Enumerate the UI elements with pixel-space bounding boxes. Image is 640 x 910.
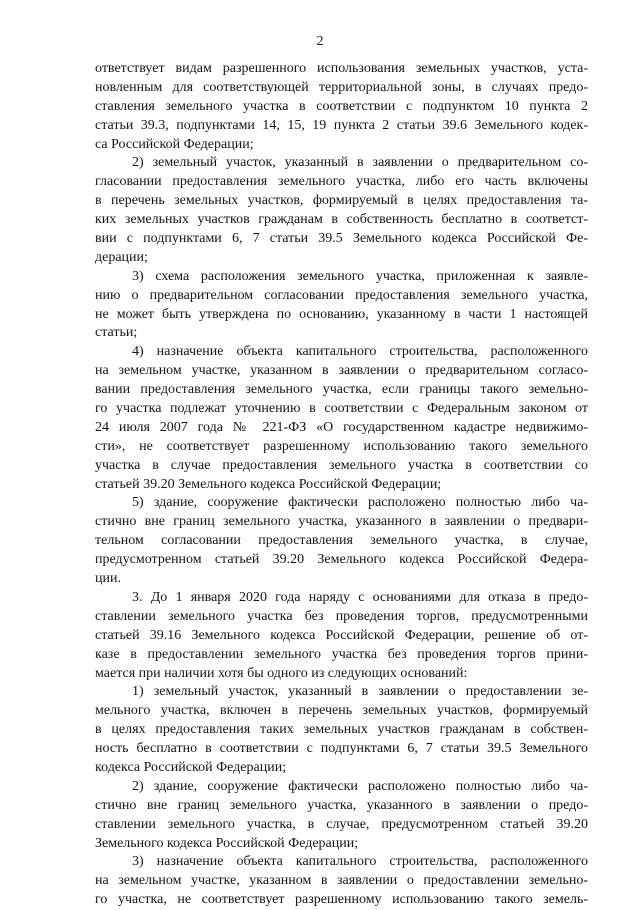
text-line: 5) здание, сооружение фактически расположено полностью либо ча- bbox=[132, 495, 588, 511]
text-line: мается при наличии хотя бы одного из следующих оснований: bbox=[95, 665, 468, 681]
text-line: стично вне границ земельного участка, указанного в заявлении о предвари- bbox=[95, 514, 588, 530]
text-line: 24 июля 2007 года № 221-ФЗ «О государственном кадастре недвижимо- bbox=[95, 419, 588, 435]
text-line: вании предоставления земельного участка, если границы такого земельно- bbox=[95, 382, 588, 398]
text-line: сти», не соответствует разрешенному использованию такого земельного bbox=[95, 438, 588, 454]
text-line: вии с подпунктами 6, 7 статьи 39.5 Земельного кодекса Российской Фе- bbox=[95, 231, 588, 247]
text-line: на земельном участке, указанном в заявлении о предварительном согласо- bbox=[95, 363, 588, 379]
text-line: Земельного кодекса Российской Федерации; bbox=[95, 835, 359, 851]
text-line: участка в случае предоставления земельного участка в соответствии со bbox=[95, 457, 588, 473]
text-line: статьей 39.20 Земельного кодекса Российской Федерации; bbox=[95, 476, 442, 492]
text-line: стично вне границ земельного участка, указанного в заявлении о предо- bbox=[95, 797, 588, 813]
text-line: в перечень земельных участков, формируемый в целях предоставления та- bbox=[95, 193, 588, 209]
text-line: кодекса Российской Федерации; bbox=[95, 759, 287, 775]
text-line: статьей 39.16 Земельного кодекса Российской Федерации, решение об от- bbox=[95, 627, 588, 643]
text-line: 3. До 1 января 2020 года наряду с основаниями для отказа в предо- bbox=[132, 589, 588, 605]
text-line: ставления земельного участка в соответствии с подпунктом 10 пункта 2 bbox=[95, 98, 588, 114]
text-line: ставлении земельного участка без проведения торгов, предусмотренными bbox=[95, 608, 588, 624]
text-line: предусмотренном статьей 39.20 Земельного кодекса Российской Федера- bbox=[95, 552, 588, 568]
text-line: статьи; bbox=[95, 325, 138, 341]
text-line: нию о предварительном согласовании предоставления земельного участка, bbox=[95, 287, 588, 303]
document-body bbox=[95, 60, 588, 910]
text-line: ставлении земельного участка, в случае, предусмотренном статьей 39.20 bbox=[95, 816, 588, 832]
text-line: го участка, не соответствует разрешенному использованию такого земель- bbox=[95, 892, 588, 908]
text-line: на земельном участке, указанном в заявлении о предоставлении земельно- bbox=[95, 873, 588, 889]
text-line: 2) здание, сооружение фактически расположено полностью либо ча- bbox=[132, 778, 588, 794]
text-line: ции. bbox=[95, 571, 121, 587]
page-number: 2 bbox=[316, 34, 324, 49]
text-line: в целях предоставления таких земельных участков гражданам в собствен- bbox=[95, 722, 588, 738]
text-line: казе в предоставлении земельного участка без проведения торгов прини- bbox=[95, 646, 588, 662]
text-line: 1) земельный участок, указанный в заявлении о предоставлении зе- bbox=[132, 684, 588, 700]
text-line: гласовании предоставления земельного участка, либо его часть включены bbox=[95, 174, 588, 190]
text-line: новленным для соответствующей территориальной зоны, в случаях предо- bbox=[95, 79, 588, 95]
text-line: тельном согласовании предоставления земельного участка, в случае, bbox=[95, 533, 588, 549]
text-line: ких земельных участков гражданам в собственность бесплатно в соответст- bbox=[95, 212, 588, 228]
text-line: ность бесплатно в соответствии с подпунктами 6, 7 статьи 39.5 Земельного bbox=[95, 741, 588, 757]
text-line: дерации; bbox=[95, 249, 148, 265]
text-line: 3) назначение объекта капитального строительства, расположенного bbox=[132, 854, 588, 870]
text-line: статьи 39.3, подпунктами 14, 15, 19 пункта 2 статьи 39.6 Земельного кодек- bbox=[95, 117, 588, 133]
text-line: мельного участка, включен в перечень земельных участков, формируемый bbox=[95, 703, 588, 719]
text-line: 2) земельный участок, указанный в заявлении о предварительном со- bbox=[132, 155, 588, 171]
text-line: не может быть утверждена по основанию, указанному в части 1 настоящей bbox=[95, 306, 588, 322]
text-line: го участка подлежат уточнению в соответствии с Федеральным законом от bbox=[95, 401, 588, 417]
text-line: ответствует видам разрешенного использования земельных участков, уста- bbox=[95, 61, 588, 76]
text-line: са Российской Федерации; bbox=[95, 136, 254, 152]
text-line: 4) назначение объекта капитального строительства, расположенного bbox=[132, 344, 588, 360]
text-line: 3) схема расположения земельного участка, приложенная к заявле- bbox=[132, 268, 588, 284]
